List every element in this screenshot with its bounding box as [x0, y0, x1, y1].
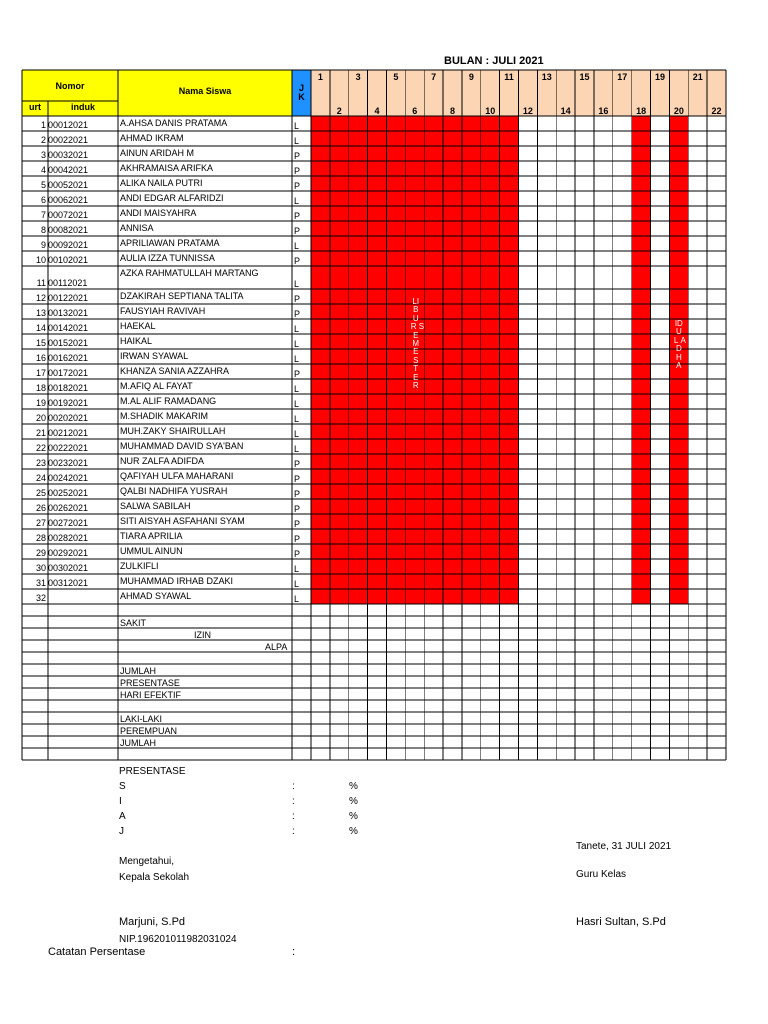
jk-header-j: J [298, 83, 304, 93]
percent-colon: : [292, 811, 295, 822]
student-name: SALWA SABILAH [120, 501, 191, 511]
student-no: 7 [40, 210, 46, 220]
student-name: HAEKAL [120, 321, 156, 331]
idul-adha-label: IDUL ADHA [673, 319, 686, 371]
day-header-19: 19 [654, 72, 665, 82]
student-no: 29 [35, 548, 46, 558]
student-name: TIARA APRILIA [120, 531, 183, 541]
student-no: 25 [35, 488, 46, 498]
student-jk: L [294, 444, 300, 454]
student-no: 26 [35, 503, 46, 513]
day-header-21: 21 [692, 72, 703, 82]
student-no: 15 [35, 338, 46, 348]
student-no: 11 [36, 278, 46, 288]
place-date: Tanete, 31 JULI 2021 [576, 841, 672, 852]
student-name: KHANZA SANIA AZZAHRA [120, 366, 230, 376]
student-jk: L [294, 354, 300, 364]
student-induk: 00192021 [48, 398, 89, 408]
student-jk: P [294, 211, 301, 221]
percent-label: A [119, 811, 126, 822]
day-header-22: 22 [711, 106, 722, 116]
student-no: 18 [35, 383, 46, 393]
student-name: AKHRAMAISA ARIFKA [120, 163, 214, 173]
percent-colon: : [292, 826, 295, 837]
student-jk: P [294, 489, 301, 499]
percent-colon: : [292, 796, 295, 807]
student-no: 6 [40, 195, 46, 205]
kepala-sekolah-label: Kepala Sekolah [119, 872, 190, 883]
student-name: AHMAD IKRAM [120, 133, 184, 143]
student-induk: 00222021 [48, 443, 89, 453]
day-header-13: 13 [541, 72, 552, 82]
day-header-5: 5 [393, 72, 399, 82]
student-induk: 00162021 [48, 353, 89, 363]
student-no: 21 [35, 428, 46, 438]
student-name: ANNISA [120, 223, 154, 233]
summary-jumlah-2: JUMLAH [120, 738, 157, 748]
student-name: FAUSYIAH RAVIVAH [120, 306, 206, 316]
student-jk: P [294, 309, 301, 319]
student-induk: 00292021 [48, 548, 89, 558]
student-name: M.SHADIK MAKARIM [120, 411, 209, 421]
student-no: 8 [40, 225, 46, 235]
student-no: 10 [35, 255, 46, 265]
student-induk: 00032021 [48, 150, 89, 160]
summary-hari-efektif: HARI EFEKTIF [120, 690, 182, 700]
induk-header: induk [71, 102, 95, 112]
student-jk: P [294, 519, 301, 529]
percent-label: J [119, 826, 124, 837]
student-jk: P [294, 549, 301, 559]
student-induk: 00092021 [48, 240, 89, 250]
student-no: 4 [40, 165, 46, 175]
student-jk: L [294, 196, 300, 206]
student-induk: 00082021 [48, 225, 89, 235]
day-header-1: 1 [317, 72, 323, 82]
student-induk: 00182021 [48, 383, 89, 393]
student-jk: L [294, 399, 300, 409]
day-header-16: 16 [598, 106, 609, 116]
student-jk: P [294, 474, 301, 484]
student-induk: 00072021 [48, 210, 89, 220]
student-no: 3 [40, 150, 46, 160]
summary-izin: IZIN [194, 630, 211, 640]
student-jk: P [294, 166, 301, 176]
student-no: 14 [35, 323, 46, 333]
student-induk: 00242021 [48, 473, 89, 483]
summary-laki-laki: LAKI-LAKI [120, 714, 163, 724]
student-jk: P [294, 534, 301, 544]
presentase-heading: PRESENTASE [119, 766, 186, 777]
summary-jumlah: JUMLAH [120, 666, 157, 676]
student-name: IRWAN SYAWAL [120, 351, 189, 361]
student-induk: 00152021 [48, 338, 89, 348]
student-name: M.AFIQ AL FAYAT [120, 381, 193, 391]
student-jk: P [294, 256, 301, 266]
student-induk: 00232021 [48, 458, 89, 468]
student-jk: L [294, 121, 300, 131]
student-induk: 00132021 [48, 308, 89, 318]
student-name: AHMAD SYAWAL [120, 591, 192, 601]
student-jk: L [294, 594, 300, 604]
student-induk: 00042021 [48, 165, 89, 175]
student-no: 23 [35, 458, 46, 468]
student-induk: 00102021 [48, 255, 89, 265]
catatan-label: Catatan Persentase [48, 946, 146, 958]
day-header-8: 8 [449, 106, 455, 116]
student-induk: 00062021 [48, 195, 89, 205]
student-name: ZULKIFLI [120, 561, 159, 571]
student-name: QALBI NADHIFA YUSRAH [120, 486, 228, 496]
day-header-10: 10 [485, 106, 496, 116]
student-name: SITI AISYAH ASFAHANI SYAM [120, 516, 245, 526]
day-header-14: 14 [560, 106, 571, 116]
student-induk: 00202021 [48, 413, 89, 423]
student-induk: 00262021 [48, 503, 89, 513]
mengetahui-label: Mengetahui, [119, 856, 175, 867]
day-header-4: 4 [374, 106, 380, 116]
student-name: ANDI MAISYAHRA [120, 208, 197, 218]
student-no: 2 [40, 135, 46, 145]
student-no: 9 [40, 240, 46, 250]
libur-semester-label: LIBUR SEMESTER [410, 297, 425, 391]
student-jk: P [294, 226, 301, 236]
percent-label: S [119, 781, 126, 792]
percent-label: I [119, 796, 122, 807]
student-name: ANDI EDGAR ALFARIDZI [120, 193, 224, 203]
kepala-sekolah-name: Marjuni, S.Pd [119, 916, 186, 928]
student-no: 12 [35, 293, 46, 303]
day-header-12: 12 [522, 106, 533, 116]
student-jk: P [294, 459, 301, 469]
student-induk: 00212021 [48, 428, 89, 438]
student-name: UMMUL AINUN [120, 546, 183, 556]
student-no: 5 [40, 180, 46, 190]
student-name: NUR ZALFA ADIFDA [120, 456, 205, 466]
percent-unit: % [349, 796, 358, 807]
student-induk: 00302021 [48, 563, 89, 573]
day-header-2: 2 [336, 106, 342, 116]
day-header-20: 20 [673, 106, 684, 116]
day-header-6: 6 [412, 106, 418, 116]
day-header-7: 7 [431, 72, 437, 82]
student-jk: L [294, 241, 300, 251]
student-no: 1 [40, 120, 46, 130]
student-name: MUHAMMAD IRHAB DZAKI [120, 576, 234, 586]
student-name: AZKA RAHMATULLAH MARTANG [120, 268, 259, 278]
student-no: 31 [35, 578, 46, 588]
day-header-18: 18 [636, 106, 647, 116]
student-induk: 00252021 [48, 488, 89, 498]
student-name: DZAKIRAH SEPTIANA TALITA [120, 291, 244, 301]
page-title: BULAN : JULI 2021 [444, 55, 544, 67]
student-no: 30 [35, 563, 46, 573]
student-induk: 00122021 [48, 293, 89, 303]
student-no: 16 [35, 353, 46, 363]
student-no: 32 [35, 593, 46, 603]
student-name: AINUN ARIDAH M [120, 148, 195, 158]
summary-alpa: ALPA [265, 642, 288, 652]
student-induk: 00282021 [48, 533, 89, 543]
student-name: MUH.ZAKY SHAIRULLAH [120, 426, 226, 436]
jk-header-k: K [298, 92, 305, 102]
nama-siswa-header: Nama Siswa [178, 86, 232, 96]
student-name: APRILIAWAN PRATAMA [120, 238, 220, 248]
student-name: A.AHSA DANIS PRATAMA [120, 118, 228, 128]
student-induk: 00012021 [48, 120, 89, 130]
guru-kelas-name: Hasri Sultan, S.Pd [576, 916, 666, 928]
day-18-holiday-block [632, 116, 651, 604]
student-jk: L [294, 579, 300, 589]
student-jk: P [294, 504, 301, 514]
student-induk: 00022021 [48, 135, 89, 145]
day-header-3: 3 [355, 72, 361, 82]
student-no: 22 [35, 443, 46, 453]
guru-kelas-label: Guru Kelas [576, 869, 627, 880]
student-induk: 00272021 [48, 518, 89, 528]
kepala-sekolah-nip: NIP.196201011982031024 [119, 934, 237, 945]
student-induk: 00172021 [48, 368, 89, 378]
day-header-17: 17 [617, 72, 628, 82]
student-name: HAIKAL [120, 336, 153, 346]
day-header-9: 9 [468, 72, 474, 82]
student-jk: L [294, 564, 300, 574]
student-jk: P [294, 294, 301, 304]
student-no: 24 [35, 473, 46, 483]
student-jk: L [294, 429, 300, 439]
day-header-15: 15 [579, 72, 590, 82]
percent-unit: % [349, 811, 358, 822]
percent-unit: % [349, 781, 358, 792]
student-jk: L [294, 324, 300, 334]
nomor-header: Nomor [55, 81, 85, 91]
student-jk: L [294, 339, 300, 349]
day-header-11: 11 [504, 72, 514, 82]
student-jk: P [294, 369, 301, 379]
student-jk: L [294, 136, 300, 146]
student-name: QAFIYAH ULFA MAHARANI [120, 471, 234, 481]
urt-header: urt [29, 102, 41, 112]
percent-colon: : [292, 781, 295, 792]
student-name: AULIA IZZA TUNNISSA [120, 253, 215, 263]
student-jk: P [294, 151, 301, 161]
student-no: 27 [35, 518, 46, 528]
student-name: ALIKA NAILA PUTRI [120, 178, 203, 188]
student-jk: L [294, 414, 300, 424]
student-no: 13 [35, 308, 46, 318]
catatan-colon: : [292, 946, 296, 958]
summary-presentase: PRESENTASE [120, 678, 180, 688]
percent-unit: % [349, 826, 358, 837]
student-jk: L [294, 279, 300, 289]
student-induk: 00112021 [48, 278, 88, 288]
summary-sakit: SAKIT [120, 618, 147, 628]
student-induk: 00312021 [48, 578, 89, 588]
student-no: 20 [35, 413, 46, 423]
student-name: MUHAMMAD DAVID SYA'BAN [120, 441, 244, 451]
student-jk: L [294, 384, 300, 394]
student-no: 19 [35, 398, 46, 408]
student-induk: 00142021 [48, 323, 89, 333]
student-induk: 00052021 [48, 180, 89, 190]
summary-perempuan: PEREMPUAN [120, 726, 178, 736]
student-no: 17 [35, 368, 46, 378]
student-jk: P [294, 181, 301, 191]
student-no: 28 [35, 533, 46, 543]
student-name: M.AL ALIF RAMADANG [120, 396, 217, 406]
